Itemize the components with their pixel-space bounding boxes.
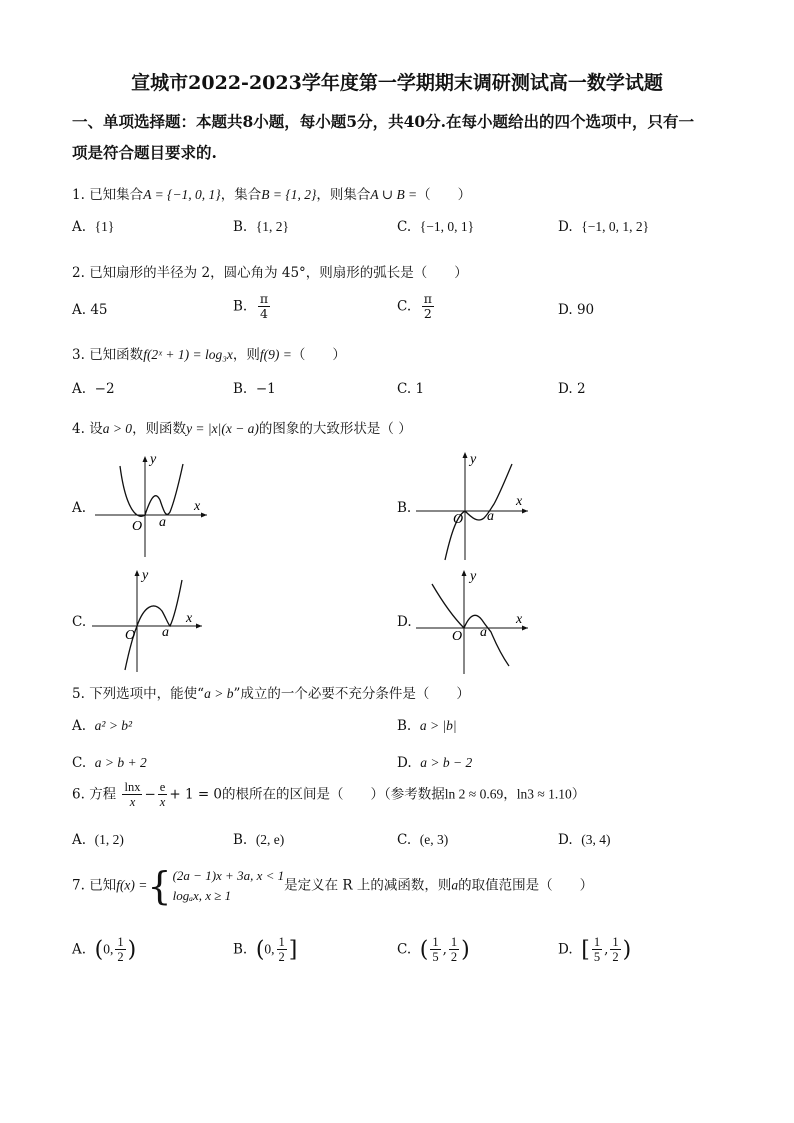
q5-option-b[interactable] [397,718,457,734]
option-text: a > |b| [419,718,457,733]
fraction [592,935,602,965]
origin-label: O [453,512,464,527]
option-text: (e, 3) [419,832,449,847]
set-b: B = {1, 2} [261,187,317,202]
equation-tail: + 1 = 0 [169,786,223,803]
function-expression: f(x) = [116,877,148,893]
piecewise-cases [173,866,285,906]
option-text: {1} [94,219,115,234]
x-axis-arrow [522,626,528,631]
option-label: D. [558,941,573,958]
q4-graph-a[interactable] [90,452,210,562]
q2-option-c[interactable] [397,292,436,322]
option-text: 1 [415,381,425,397]
question-text: ，则集合 [316,187,371,203]
question-text: 是定义在 R 上的减函数，则 [284,877,452,894]
option-label: B. [233,941,248,958]
option-label: D. [558,381,573,397]
section-heading-line1: 一、单项选择题：本题共8小题，每小题5分，共40分.在每小题给出的四个选项中，只有一 [72,112,695,131]
q4-option-b-label[interactable]: B. [397,500,412,516]
q7-option-c[interactable]: C. ( $\frac{1}{5}$ , $\frac{1}{2}$ ) [397,935,470,965]
option-text: 2 [576,381,586,397]
q1-option-a[interactable] [72,219,114,235]
y-axis-label: y [470,452,477,467]
fraction-numerator: e [159,780,166,794]
root-a-label: a [162,625,169,640]
fraction-denominator: 4 [259,306,268,322]
x-axis-label: x [516,494,523,509]
fraction-numerator: 1 [432,935,439,949]
question-text: 已知集合 [89,187,144,203]
variable-a: a [451,877,459,893]
option-label: A. [72,381,87,397]
x-axis-label: x [186,611,193,626]
option-label: B. [233,298,248,315]
bracket-left: [ [581,937,590,963]
bracket-left: ( [255,937,265,963]
option-label: C. [397,941,412,958]
question-number: 6. [72,786,85,803]
question-number: 7. [72,877,85,894]
q4-option-d-label[interactable]: D. [397,614,412,630]
bracket-right: ) [127,937,137,963]
case-2: logₐx, x ≥ 1 [172,888,232,904]
y-axis-label: y [142,568,149,583]
set-a: A = {−1, 0, 1} [143,187,221,202]
option-text: 45 [90,302,108,318]
option-label: B. [233,219,248,235]
fraction-denominator: 2 [612,950,619,965]
question-1 [72,183,471,203]
x-axis-label: x [194,499,201,514]
operator: − [144,786,156,803]
fraction [430,935,440,965]
question-2 [72,261,468,281]
function-expression: y = |x|(x − a) [186,421,259,436]
q3-option-a[interactable] [72,381,115,397]
bracket-right: ) [461,937,470,963]
x-axis-arrow [522,509,528,514]
option-text: {1, 2} [255,219,290,234]
option-text: −1 [255,381,276,397]
question-text: 已知函数 [89,347,144,363]
question-text: 已知 [89,877,117,894]
q5-option-a[interactable] [72,718,132,734]
option-label: C. [397,381,412,397]
q7-option-d[interactable]: D. [ $\frac{1}{5}$ , $\frac{1}{2}$ ) [558,935,632,965]
question-3 [72,343,346,363]
option-text: a² > b² [94,718,133,733]
question-text: 设 [89,421,103,437]
union-expression: A ∪ B = [370,187,418,202]
q3-option-c[interactable] [397,381,424,397]
y-axis-arrow [462,570,467,576]
fraction-numerator: 1 [450,935,458,949]
question-5 [72,682,470,702]
question-number: 1. [72,187,85,203]
option-label: A. [72,832,87,848]
question-number: 2. [72,265,85,281]
option-label: D. [558,302,573,318]
y-axis-label: y [150,452,157,467]
q5-option-c[interactable] [72,755,147,771]
question-text: 的取值范围是（ ） [458,877,594,894]
fraction-numerator: 1 [117,935,124,949]
option-label: A. [72,941,87,958]
q4-graph-b[interactable] [412,448,532,566]
fraction-denominator: 2 [117,950,124,965]
q7-option-b[interactable] [233,935,297,965]
question-text: ，则函数 [132,421,187,437]
option-label: D. [558,219,573,235]
function-curve [125,580,182,670]
piecewise-brace: { [147,864,172,909]
fraction [258,292,270,322]
q6-option-d[interactable] [558,832,610,848]
fraction-denominator: 5 [432,950,439,965]
origin-label: O [125,628,136,643]
y-axis-arrow [143,456,148,462]
q2-option-a[interactable] [72,302,108,318]
root-a-label: a [159,515,166,530]
fraction-numerator: 1 [593,935,601,949]
function-value: f(9) = [259,347,292,362]
q5-option-d[interactable] [397,755,472,771]
interval-start: 0, [103,941,114,957]
fraction-lnx-over-x [122,780,142,810]
fraction-numerator: π [423,291,432,306]
question-number: 5. [72,686,85,702]
question-text: 已知扇形的半径为 2，圆心角为 45°，则扇形的弧长是（ ） [89,265,468,281]
y-axis-arrow [463,452,468,458]
fraction-denominator: 2 [423,306,432,322]
fraction [610,935,620,965]
x-axis-label: x [516,612,523,627]
bracket-left: ( [94,937,104,963]
fraction [449,935,459,965]
option-text: a > b + 2 [94,755,147,770]
bracket-right: ] [288,937,298,963]
option-text: −2 [94,381,115,397]
fraction [115,935,125,965]
fraction [277,935,287,965]
q4-option-a-label[interactable]: A. [72,500,87,516]
fraction-numerator: 1 [612,935,619,949]
option-text: (2, e) [255,832,285,847]
q2-option-d[interactable] [558,302,594,318]
q6-option-a[interactable] [72,832,124,848]
origin-label: O [132,519,143,534]
option-text: (1, 2) [94,832,124,847]
q2-option-b[interactable] [233,292,272,322]
option-label: C. [397,298,412,315]
option-label: B. [233,832,248,848]
x-axis-arrow [196,624,202,629]
q1-option-d[interactable] [558,219,649,235]
option-text: 90 [576,302,595,318]
fraction [422,292,434,322]
question-7 [72,864,594,909]
question-text: 的根所在的区间是（ ）（参考数据 [222,786,445,803]
option-label: A. [72,302,87,318]
option-text: {−1, 0, 1, 2} [581,219,650,234]
q7-option-a[interactable] [72,935,136,965]
q4-option-c-label[interactable]: C. [72,614,87,630]
question-text: 下列选项中，能使“ [89,686,205,702]
question-number: 3. [72,347,85,363]
option-label: C. [397,219,412,235]
answer-blank: （ ） [417,187,472,203]
question-4 [72,417,412,437]
fraction-denominator: x [129,795,136,810]
case-1: (2a − 1)x + 3a, x < 1 [172,868,285,883]
option-label: B. [233,381,248,397]
separator: ， [503,786,517,803]
page-title: 宣城市2022-2023学年度第一学期期末调研测试高一数学试题 [131,72,663,94]
option-text: {−1, 0, 1} [419,219,475,234]
question-text: ，则 [232,347,260,363]
root-a-label: a [487,509,494,524]
fraction-numerator: π [259,291,269,306]
question-text: 方程 [89,786,117,803]
question-text: 的图象的大致形状是（ ） [258,421,412,437]
option-label: C. [72,755,87,771]
function-curve [120,464,183,516]
option-label: B. [397,718,412,734]
option-label: C. [397,832,412,848]
question-text: ） [571,786,586,803]
fraction-numerator: 1 [278,935,285,949]
option-label: D. [397,755,412,771]
fraction-denominator: x [159,795,166,810]
q6-option-b[interactable] [233,832,284,848]
y-axis-arrow [135,570,140,576]
y-axis-label: y [470,569,477,584]
origin-label: O [452,629,463,644]
fraction-numerator: lnx [124,780,141,794]
function-curve [432,584,509,666]
option-label: D. [558,832,573,848]
q3-option-b[interactable] [233,381,276,397]
fraction-denominator: 2 [278,950,285,965]
bracket-right: ) [622,937,632,963]
fraction-denominator: 2 [450,950,458,965]
question-number: 4. [72,421,85,437]
x-axis-arrow [201,513,207,518]
interval-start: 0, [264,941,275,957]
option-text: (3, 4) [581,832,611,847]
q6-option-c[interactable] [397,832,448,848]
bracket-left: ( [419,937,429,963]
condition: a > 0 [102,421,133,436]
option-label: A. [72,219,87,235]
q4-graph-d[interactable] [412,566,532,678]
option-text: a > b − 2 [420,755,473,770]
reference-value: ln 2 ≈ 0.69 [444,786,504,802]
fraction-denominator: 5 [593,950,601,965]
function-expression: f(2ˣ + 1) = log₃x [143,347,233,362]
root-a-label: a [480,625,487,640]
answer-blank: （ ） [291,347,346,363]
question-text: ”成立的一个必要不充分条件是（ ） [233,686,470,702]
condition: a > b [204,686,234,701]
reference-value: ln3 ≈ 1.10 [516,786,572,802]
q1-option-b[interactable] [233,219,289,235]
q1-option-c[interactable] [397,219,474,235]
fraction-e-over-x [158,780,168,810]
q4-graph-c[interactable] [90,566,210,678]
section-heading-line2: 项是符合题目要求的. [72,143,217,162]
q3-option-d[interactable] [558,381,586,397]
question-6 [72,780,585,810]
option-label: A. [72,718,87,734]
question-text: ，集合 [220,187,262,203]
